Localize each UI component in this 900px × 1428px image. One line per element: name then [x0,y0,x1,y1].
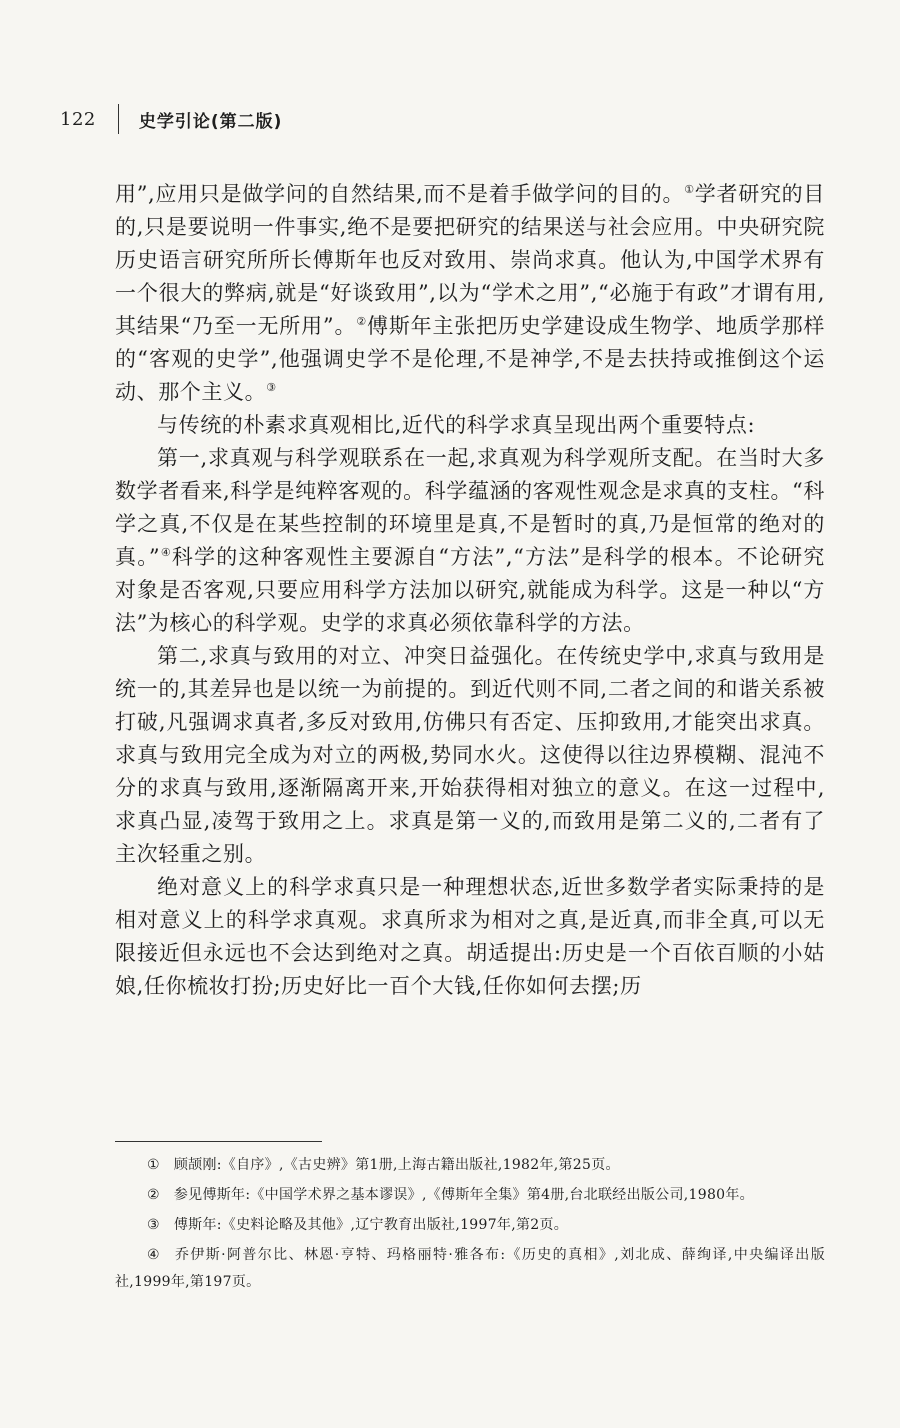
footnote-ref-2[interactable]: ② [356,315,367,328]
paragraph-3-text-b: 科学的这种客观性主要源自“方法”,“方法”是科学的根本。不论研究对象是否客观,只要应用科学方法加以研究,就能成为科学。这是一种以“方法”为核心的科学观。史学的求真必须依靠科学的方法。 [115,545,825,635]
footnote-text: 参见傅斯年:《中国学术界之基本谬误》,《傅斯年全集》第4册,台北联经出版公司,1980年。 [173,1187,754,1203]
footnote-number: ④ [147,1247,161,1263]
footnote-text: 乔伊斯·阿普尔比、林恩·亨特、玛格丽特·雅各布:《历史的真相》,刘北成、薛绚译,中央编译出版社,1999年,第197页。 [115,1247,825,1290]
paragraph-3-text-a: 第一,求真观与科学观联系在一起,求真观为科学观所支配。在当时大多数学者看来,科学是纯粹客观的。科学蕴涵的客观性观念是求真的支柱。“科学之真,不仅是在某些控制的环境里是真,不是暂时的真,乃是恒常的绝对的真。” [115,446,825,569]
page-number: 122 [60,108,96,130]
footnote-number: ③ [147,1217,160,1233]
paragraph-1 [115,178,825,409]
footnote-4 [115,1242,825,1296]
footnote-number: ① [147,1157,160,1173]
footnote-ref-4[interactable]: ④ [160,546,172,559]
footnote-1 [115,1152,825,1179]
paragraph-2: 与传统的朴素求真观相比,近代的科学求真呈现出两个重要特点: [157,413,756,437]
paragraph-4: 第二,求真与致用的对立、冲突日益强化。在传统史学中,求真与致用是统一的,其差异也是以统一为前提的。到近代则不同,二者之间的和谐关系被打破,凡强调求真者,多反对致用,仿佛只有否定、压抑致用,才能突出求真。求真与致用完全成为对立的两极,势同水火。这使得以往边界模糊、混沌不分的求真与致用,逐渐隔离开来,开始获得相对独立的意义。在这一过程中,求真凸显,凌驾于致用之上。求真是第一义的,而致用是第二义的,二者有了主次轻重之别。 [115,644,825,866]
footnote-number: ② [147,1187,160,1203]
paragraph-1-text-a: 用”,应用只是做学问的自然结果,而不是着手做学问的目的。 [115,182,685,206]
footnote-2 [115,1182,825,1209]
footnote-divider [115,1141,322,1142]
paragraph-3 [115,442,825,640]
book-title: 史学引论(第二版) [138,111,283,132]
footnotes [115,1152,825,1299]
paragraph-1-text-b: 学者研究的目的,只是要说明一件事实,绝不是要把研究的结果送与社会应用。中央研究院历史语言研究所所长傅斯年也反对致用、崇尚求真。他认为,中国学术界有一个很大的弊病,就是“好谈致用”,以为“学术之用”,“必施于有政”才谓有用,其结果“乃至一无所用”。 [115,182,825,338]
footnote-ref-1[interactable]: ① [684,183,695,196]
footnote-3 [115,1212,825,1239]
main-text [115,178,825,1003]
footnote-ref-3[interactable]: ③ [266,381,277,394]
paragraph-5: 绝对意义上的科学求真只是一种理想状态,近世多数学者实际秉持的是相对意义上的科学求真观。求真所求为相对之真,是近真,而非全真,可以无限接近但永远也不会达到绝对之真。胡适提出:历史是一个百依百顺的小姑娘,任你梳妆打扮;历史好比一百个大钱,任你如何去摆;历 [115,875,825,998]
footnote-text: 傅斯年:《史料论略及其他》,辽宁教育出版社,1997年,第2页。 [173,1217,569,1233]
footnote-text: 顾颉刚:《自序》,《古史辨》第1册,上海古籍出版社,1982年,第25页。 [173,1157,620,1173]
header-divider [118,104,119,134]
running-header [60,103,282,135]
paragraph-1-text-c: 傅斯年主张把历史学建设成生物学、地质学那样的“客观的史学”,他强调史学不是伦理,不是神学,不是去扶持或推倒这个运动、那个主义。 [115,314,825,404]
